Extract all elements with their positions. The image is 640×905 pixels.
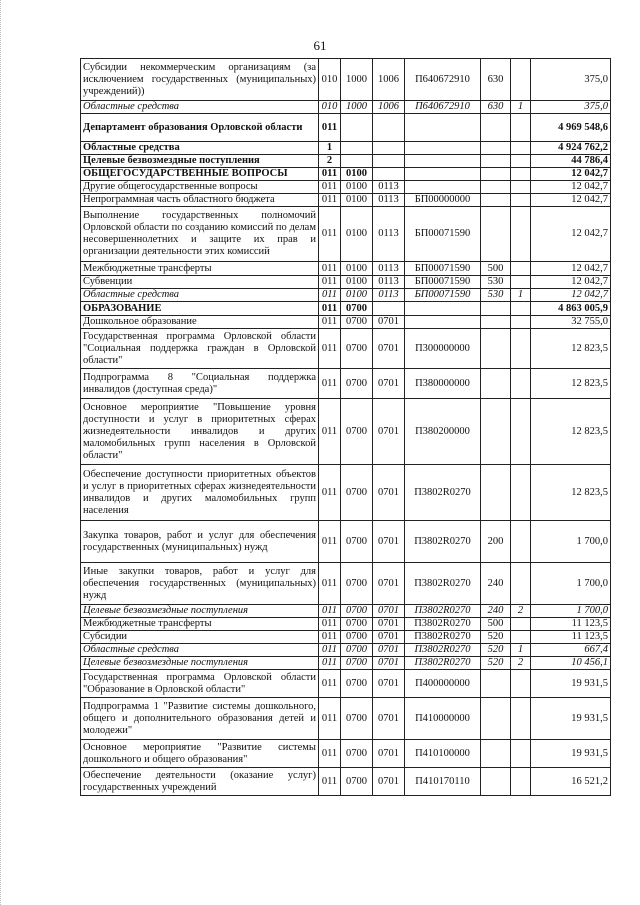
- target-article-cell: П410100000: [405, 740, 481, 768]
- row-name-cell: Целевые безвозмездные поступления: [81, 605, 319, 618]
- source-code-cell: 1: [511, 289, 531, 302]
- expense-type-cell: [481, 369, 511, 399]
- subsection-code-cell: [373, 155, 405, 168]
- row-name-cell: Обеспечение деятельности (оказание услуг) государственных учреждений: [81, 768, 319, 796]
- source-code-cell: [511, 207, 531, 262]
- amount-cell: 12 042,7: [531, 194, 611, 207]
- target-article-cell: [405, 316, 481, 329]
- expense-type-cell: [481, 168, 511, 181]
- amount-cell: 4 969 548,6: [531, 114, 611, 142]
- subsection-code-cell: 0113: [373, 262, 405, 276]
- expense-type-cell: [481, 399, 511, 465]
- source-code-cell: [511, 521, 531, 563]
- section-code-cell: 0700: [341, 740, 373, 768]
- subsection-code-cell: 0113: [373, 194, 405, 207]
- table-row: [81, 168, 611, 181]
- section-code-cell: 0100: [341, 276, 373, 289]
- subsection-code-cell: 0113: [373, 207, 405, 262]
- subsection-code-cell: [373, 302, 405, 316]
- expense-type-cell: 520: [481, 644, 511, 657]
- amount-cell: 1 700,0: [531, 521, 611, 563]
- grbs-code-cell: 011: [319, 563, 341, 605]
- expense-type-cell: [481, 142, 511, 155]
- page-number: 61: [313, 38, 327, 53]
- target-article-cell: [405, 142, 481, 155]
- grbs-code-cell: 011: [319, 194, 341, 207]
- table-row: [81, 631, 611, 644]
- section-code-cell: [341, 155, 373, 168]
- target-article-cell: БП00071590: [405, 276, 481, 289]
- row-name-cell: Подпрограмма 1 "Развитие системы дошкольного, общего и дополнительного образования детей и молодежи": [81, 698, 319, 740]
- grbs-code-cell: 011: [319, 207, 341, 262]
- section-code-cell: [341, 114, 373, 142]
- target-article-cell: П3802R0270: [405, 644, 481, 657]
- section-code-cell: 0700: [341, 302, 373, 316]
- section-code-cell: 0700: [341, 657, 373, 670]
- amount-cell: 1 700,0: [531, 605, 611, 618]
- source-code-cell: [511, 276, 531, 289]
- section-code-cell: 0700: [341, 369, 373, 399]
- expense-type-cell: [481, 302, 511, 316]
- table-row: [81, 768, 611, 796]
- amount-cell: 667,4: [531, 644, 611, 657]
- table-row: [81, 465, 611, 521]
- expense-type-cell: [481, 194, 511, 207]
- source-code-cell: [511, 631, 531, 644]
- expense-type-cell: 500: [481, 618, 511, 631]
- subsection-code-cell: 0701: [373, 768, 405, 796]
- table-row: [81, 194, 611, 207]
- table-row: [81, 101, 611, 114]
- amount-cell: 12 042,7: [531, 181, 611, 194]
- expense-type-cell: [481, 155, 511, 168]
- section-code-cell: 1000: [341, 101, 373, 114]
- row-name-cell: Областные средства: [81, 289, 319, 302]
- expense-type-cell: [481, 316, 511, 329]
- row-name-cell: Государственная программа Орловской области "Социальная поддержка граждан в Орловской области": [81, 329, 319, 369]
- source-code-cell: [511, 369, 531, 399]
- source-code-cell: [511, 194, 531, 207]
- subsection-code-cell: 0113: [373, 276, 405, 289]
- source-code-cell: [511, 465, 531, 521]
- row-name-cell: Субвенции: [81, 276, 319, 289]
- target-article-cell: БП00071590: [405, 262, 481, 276]
- subsection-code-cell: 0701: [373, 631, 405, 644]
- row-name-cell: Дошкольное образование: [81, 316, 319, 329]
- source-code-cell: [511, 59, 531, 101]
- target-article-cell: БП00071590: [405, 289, 481, 302]
- budget-table: [80, 58, 611, 796]
- target-article-cell: П3802R0270: [405, 605, 481, 618]
- amount-cell: 19 931,5: [531, 670, 611, 698]
- table-row: [81, 369, 611, 399]
- subsection-code-cell: [373, 114, 405, 142]
- section-code-cell: 0700: [341, 670, 373, 698]
- grbs-code-cell: 011: [319, 698, 341, 740]
- expense-type-cell: [481, 207, 511, 262]
- target-article-cell: [405, 302, 481, 316]
- amount-cell: 12 823,5: [531, 399, 611, 465]
- target-article-cell: БП00071590: [405, 207, 481, 262]
- subsection-code-cell: 0701: [373, 521, 405, 563]
- amount-cell: 32 755,0: [531, 316, 611, 329]
- amount-cell: 10 456,1: [531, 657, 611, 670]
- grbs-code-cell: 011: [319, 276, 341, 289]
- expense-type-cell: [481, 670, 511, 698]
- grbs-code-cell: 011: [319, 399, 341, 465]
- target-article-cell: [405, 181, 481, 194]
- grbs-code-cell: 011: [319, 302, 341, 316]
- row-name-cell: ОБРАЗОВАНИЕ: [81, 302, 319, 316]
- row-name-cell: Межбюджетные трансферты: [81, 262, 319, 276]
- expense-type-cell: [481, 740, 511, 768]
- row-name-cell: Закупка товаров, работ и услуг для обеспечения государственных (муниципальных) нужд: [81, 521, 319, 563]
- page-edge-line: [0, 0, 3, 905]
- row-name-cell: Обеспечение доступности приоритетных объектов и услуг в приоритетных сферах жизнедеятельности инвалидов и других маломобильных групп населения: [81, 465, 319, 521]
- subsection-code-cell: 0701: [373, 698, 405, 740]
- source-code-cell: [511, 142, 531, 155]
- subsection-code-cell: 0701: [373, 369, 405, 399]
- expense-type-cell: 500: [481, 262, 511, 276]
- expense-type-cell: [481, 181, 511, 194]
- amount-cell: 16 521,2: [531, 768, 611, 796]
- expense-type-cell: 630: [481, 101, 511, 114]
- grbs-code-cell: 011: [319, 740, 341, 768]
- section-code-cell: 0700: [341, 698, 373, 740]
- expense-type-cell: 240: [481, 605, 511, 618]
- table-row: [81, 329, 611, 369]
- row-name-cell: Основное мероприятие "Развитие системы дошкольного и общего образования": [81, 740, 319, 768]
- source-code-cell: [511, 563, 531, 605]
- subsection-code-cell: 0701: [373, 399, 405, 465]
- table-row: [81, 302, 611, 316]
- target-article-cell: БП00000000: [405, 194, 481, 207]
- row-name-cell: Областные средства: [81, 644, 319, 657]
- row-name-cell: Подпрограмма 8 "Социальная поддержка инвалидов (доступная среда)": [81, 369, 319, 399]
- source-code-cell: [511, 740, 531, 768]
- row-name-cell: Областные средства: [81, 142, 319, 155]
- target-article-cell: П410000000: [405, 698, 481, 740]
- expense-type-cell: 520: [481, 657, 511, 670]
- source-code-cell: [511, 329, 531, 369]
- amount-cell: 11 123,5: [531, 618, 611, 631]
- source-code-cell: [511, 768, 531, 796]
- expense-type-cell: 200: [481, 521, 511, 563]
- amount-cell: 19 931,5: [531, 698, 611, 740]
- section-code-cell: 0700: [341, 399, 373, 465]
- amount-cell: 12 042,7: [531, 262, 611, 276]
- grbs-code-cell: 010: [319, 59, 341, 101]
- amount-cell: 375,0: [531, 101, 611, 114]
- section-code-cell: 0700: [341, 316, 373, 329]
- section-code-cell: 0100: [341, 168, 373, 181]
- grbs-code-cell: 011: [319, 670, 341, 698]
- amount-cell: 12 042,7: [531, 276, 611, 289]
- section-code-cell: 0100: [341, 194, 373, 207]
- amount-cell: 12 823,5: [531, 465, 611, 521]
- target-article-cell: П400000000: [405, 670, 481, 698]
- table-row: [81, 207, 611, 262]
- source-code-cell: [511, 670, 531, 698]
- grbs-code-cell: 010: [319, 101, 341, 114]
- row-name-cell: Субсидии: [81, 631, 319, 644]
- amount-cell: 12 823,5: [531, 369, 611, 399]
- source-code-cell: [511, 114, 531, 142]
- row-name-cell: Другие общегосударственные вопросы: [81, 181, 319, 194]
- expense-type-cell: 530: [481, 289, 511, 302]
- amount-cell: 12 823,5: [531, 329, 611, 369]
- source-code-cell: 1: [511, 644, 531, 657]
- section-code-cell: 0100: [341, 262, 373, 276]
- target-article-cell: П3802R0270: [405, 618, 481, 631]
- source-code-cell: [511, 399, 531, 465]
- source-code-cell: [511, 316, 531, 329]
- section-code-cell: [341, 142, 373, 155]
- subsection-code-cell: 0701: [373, 618, 405, 631]
- table-row: [81, 155, 611, 168]
- grbs-code-cell: 011: [319, 465, 341, 521]
- section-code-cell: 0700: [341, 768, 373, 796]
- row-name-cell: Департамент образования Орловской области: [81, 114, 319, 142]
- row-name-cell: Субсидии некоммерческим организациям (за исключением государственных (муниципальных) учреждений)): [81, 59, 319, 101]
- amount-cell: 12 042,7: [531, 168, 611, 181]
- section-code-cell: 0700: [341, 605, 373, 618]
- table-row: [81, 289, 611, 302]
- source-code-cell: 1: [511, 101, 531, 114]
- row-name-cell: Непрограммная часть областного бюджета: [81, 194, 319, 207]
- expense-type-cell: [481, 465, 511, 521]
- table-row: [81, 276, 611, 289]
- grbs-code-cell: 011: [319, 657, 341, 670]
- amount-cell: 12 042,7: [531, 289, 611, 302]
- target-article-cell: [405, 114, 481, 142]
- grbs-code-cell: 2: [319, 155, 341, 168]
- amount-cell: 19 931,5: [531, 740, 611, 768]
- target-article-cell: П3802R0270: [405, 521, 481, 563]
- subsection-code-cell: 0113: [373, 289, 405, 302]
- grbs-code-cell: 011: [319, 289, 341, 302]
- subsection-code-cell: 0701: [373, 670, 405, 698]
- table-row: [81, 670, 611, 698]
- target-article-cell: П640672910: [405, 101, 481, 114]
- subsection-code-cell: 0701: [373, 465, 405, 521]
- source-code-cell: [511, 698, 531, 740]
- target-article-cell: П3802R0270: [405, 657, 481, 670]
- source-code-cell: [511, 302, 531, 316]
- subsection-code-cell: [373, 168, 405, 181]
- section-code-cell: 0100: [341, 207, 373, 262]
- source-code-cell: [511, 262, 531, 276]
- row-name-cell: Целевые безвозмездные поступления: [81, 657, 319, 670]
- grbs-code-cell: 1: [319, 142, 341, 155]
- expense-type-cell: [481, 329, 511, 369]
- table-row: [81, 114, 611, 142]
- target-article-cell: [405, 155, 481, 168]
- subsection-code-cell: 1006: [373, 59, 405, 101]
- amount-cell: 44 786,4: [531, 155, 611, 168]
- table-row: [81, 59, 611, 101]
- target-article-cell: П3802R0270: [405, 465, 481, 521]
- subsection-code-cell: 0701: [373, 740, 405, 768]
- row-name-cell: Государственная программа Орловской области "Образование в Орловской области": [81, 670, 319, 698]
- grbs-code-cell: 011: [319, 631, 341, 644]
- section-code-cell: 1000: [341, 59, 373, 101]
- grbs-code-cell: 011: [319, 768, 341, 796]
- table-row: [81, 698, 611, 740]
- subsection-code-cell: 0113: [373, 181, 405, 194]
- subsection-code-cell: 0701: [373, 329, 405, 369]
- expense-type-cell: [481, 768, 511, 796]
- expense-type-cell: 520: [481, 631, 511, 644]
- section-code-cell: 0100: [341, 289, 373, 302]
- expense-type-cell: 630: [481, 59, 511, 101]
- section-code-cell: 0700: [341, 329, 373, 369]
- row-name-cell: Областные средства: [81, 101, 319, 114]
- amount-cell: 4 863 005,9: [531, 302, 611, 316]
- grbs-code-cell: 011: [319, 316, 341, 329]
- row-name-cell: ОБЩЕГОСУДАРСТВЕННЫЕ ВОПРОСЫ: [81, 168, 319, 181]
- subsection-code-cell: 0701: [373, 657, 405, 670]
- row-name-cell: Целевые безвозмездные поступления: [81, 155, 319, 168]
- amount-cell: 1 700,0: [531, 563, 611, 605]
- grbs-code-cell: 011: [319, 329, 341, 369]
- subsection-code-cell: 0701: [373, 563, 405, 605]
- expense-type-cell: [481, 698, 511, 740]
- table-row: [81, 181, 611, 194]
- target-article-cell: П300000000: [405, 329, 481, 369]
- grbs-code-cell: 011: [319, 181, 341, 194]
- target-article-cell: П3802R0270: [405, 563, 481, 605]
- table-row: [81, 605, 611, 618]
- table-row: [81, 316, 611, 329]
- subsection-code-cell: 1006: [373, 101, 405, 114]
- target-article-cell: П3802R0270: [405, 631, 481, 644]
- expense-type-cell: 240: [481, 563, 511, 605]
- section-code-cell: 0700: [341, 631, 373, 644]
- section-code-cell: 0700: [341, 644, 373, 657]
- grbs-code-cell: 011: [319, 618, 341, 631]
- table-row: [81, 563, 611, 605]
- amount-cell: 375,0: [531, 59, 611, 101]
- subsection-code-cell: 0701: [373, 644, 405, 657]
- source-code-cell: 2: [511, 605, 531, 618]
- section-code-cell: 0100: [341, 181, 373, 194]
- expense-type-cell: 530: [481, 276, 511, 289]
- amount-cell: 11 123,5: [531, 631, 611, 644]
- subsection-code-cell: 0701: [373, 316, 405, 329]
- section-code-cell: 0700: [341, 465, 373, 521]
- grbs-code-cell: 011: [319, 521, 341, 563]
- source-code-cell: [511, 618, 531, 631]
- amount-cell: 12 042,7: [531, 207, 611, 262]
- row-name-cell: Основное мероприятие "Повышение уровня доступности и услуг в приоритетных сферах жизнедеятельности инвалидов и других маломобильных групп населения в Орловской области": [81, 399, 319, 465]
- expense-type-cell: [481, 114, 511, 142]
- target-article-cell: П380200000: [405, 399, 481, 465]
- grbs-code-cell: 011: [319, 605, 341, 618]
- grbs-code-cell: 011: [319, 168, 341, 181]
- source-code-cell: [511, 181, 531, 194]
- row-name-cell: Выполнение государственных полномочий Орловской области по созданию комиссий по делам несовершеннолетних и защите их прав и организации деятельности этих комиссий: [81, 207, 319, 262]
- table-row: [81, 262, 611, 276]
- grbs-code-cell: 011: [319, 644, 341, 657]
- table-row: [81, 399, 611, 465]
- source-code-cell: [511, 155, 531, 168]
- row-name-cell: Межбюджетные трансферты: [81, 618, 319, 631]
- table-row: [81, 740, 611, 768]
- target-article-cell: П410170110: [405, 768, 481, 796]
- table-row: [81, 618, 611, 631]
- target-article-cell: П380000000: [405, 369, 481, 399]
- grbs-code-cell: 011: [319, 114, 341, 142]
- section-code-cell: 0700: [341, 563, 373, 605]
- table-row: [81, 521, 611, 563]
- grbs-code-cell: 011: [319, 262, 341, 276]
- section-code-cell: 0700: [341, 521, 373, 563]
- table-row: [81, 657, 611, 670]
- amount-cell: 4 924 762,2: [531, 142, 611, 155]
- source-code-cell: [511, 168, 531, 181]
- table-row: [81, 142, 611, 155]
- source-code-cell: 2: [511, 657, 531, 670]
- target-article-cell: П640672910: [405, 59, 481, 101]
- grbs-code-cell: 011: [319, 369, 341, 399]
- table-row: [81, 644, 611, 657]
- row-name-cell: Иные закупки товаров, работ и услуг для обеспечения государственных (муниципальных) нужд: [81, 563, 319, 605]
- subsection-code-cell: 0701: [373, 605, 405, 618]
- section-code-cell: 0700: [341, 618, 373, 631]
- target-article-cell: [405, 168, 481, 181]
- subsection-code-cell: [373, 142, 405, 155]
